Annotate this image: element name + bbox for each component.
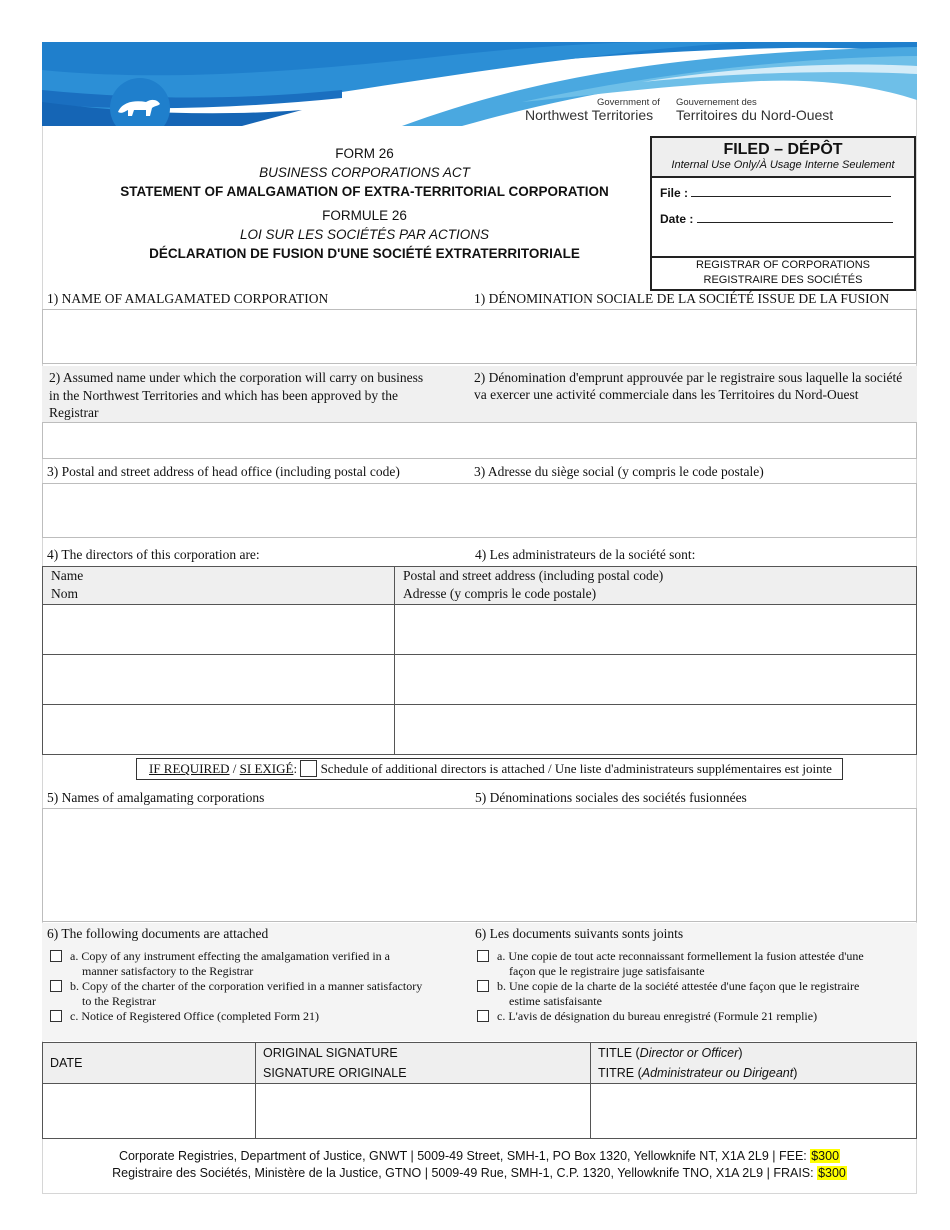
section-1-label-en: 1) NAME OF AMALGAMATED CORPORATION xyxy=(47,291,329,306)
signature-date-field[interactable] xyxy=(43,1084,256,1139)
gov-fr-name: Territoires du Nord-Ouest xyxy=(676,107,834,123)
document-b-fr-checkbox[interactable] xyxy=(477,980,489,992)
signature-table-header xyxy=(43,1043,917,1084)
act-name-en: BUSINESS CORPORATIONS ACT xyxy=(259,165,470,180)
filed-date-line xyxy=(660,212,893,226)
filed-date-field xyxy=(697,212,893,223)
act-name-fr: LOI SUR LES SOCIÉTÉS PAR ACTIONS xyxy=(239,227,490,242)
additional-directors-checkbox[interactable] xyxy=(300,760,317,777)
section-3-label-fr: 3) Adresse du siège social (y compris le code postale) xyxy=(474,464,764,479)
signature-header-en: ORIGINAL SIGNATURE xyxy=(263,1046,398,1060)
title-fr-prefix: TITRE ( xyxy=(598,1066,642,1080)
title-column-header xyxy=(591,1043,917,1084)
gov-fr-small: Gouvernement des xyxy=(676,97,757,108)
fee-amount-fr: $300 xyxy=(818,1166,846,1180)
section-3-label-en: 3) Postal and street address of head office (including postal code) xyxy=(47,464,400,479)
title-en-prefix: TITLE ( xyxy=(598,1046,640,1060)
director-address-field[interactable] xyxy=(395,655,917,705)
signature-header-fr: SIGNATURE ORIGINALE xyxy=(263,1066,407,1080)
document-b-en-text-cont: to the Registrar xyxy=(82,994,156,1008)
document-b-en-text: b. Copy of the charter of the corporation verified in a manner satisfactory xyxy=(70,979,423,993)
director-name-field[interactable] xyxy=(43,655,395,705)
original-signature-field[interactable] xyxy=(256,1084,591,1139)
name-column-header xyxy=(43,567,395,605)
date-column-header: DATE xyxy=(43,1043,256,1084)
document-c-fr-checkbox[interactable] xyxy=(477,1010,489,1022)
section-1-label-fr: 1) DÉNOMINATION SOCIALE DE LA SOCIÉTÉ ISSUE DE LA FUSION xyxy=(474,291,890,306)
section-5-label-en: 5) Names of amalgamating corporations xyxy=(47,790,265,805)
registrar-label xyxy=(652,256,914,289)
document-c-en-text: c. Notice of Registered Office (completed Form 21) xyxy=(70,1009,320,1023)
amalgamating-corporations-field[interactable] xyxy=(42,808,917,922)
address-column-header xyxy=(395,567,917,605)
section-6-label-en: 6) The following documents are attached xyxy=(47,926,269,941)
directors-table xyxy=(42,566,917,755)
title-fr-roles: Administrateur ou Dirigeant xyxy=(641,1066,794,1080)
section-4-label-fr: 4) Les administrateurs de la société sont: xyxy=(475,547,696,562)
additional-directors-text: Schedule of additional directors is attached / Une liste d'administrateurs supplémentaires est jointe xyxy=(320,761,832,776)
director-address-field[interactable] xyxy=(395,605,917,655)
title-header-en xyxy=(598,1043,916,1063)
file-number-line xyxy=(660,186,891,200)
fee-amount-en: $300 xyxy=(811,1149,840,1163)
file-label: File : xyxy=(660,186,689,200)
director-row xyxy=(43,605,917,655)
signature-column-header xyxy=(256,1043,591,1084)
document-b-fr-text-cont: estime satisfaisante xyxy=(509,994,602,1008)
if-required-colon: : xyxy=(293,761,298,776)
title-fr-suffix: ) xyxy=(793,1066,798,1080)
signer-title-field[interactable] xyxy=(591,1084,917,1139)
title-header-fr xyxy=(598,1063,916,1083)
document-c-fr-text: c. L'avis de désignation du bureau enregistré (Formule 21 remplie) xyxy=(497,1009,818,1023)
footer-address-fr: Registraire des Sociétés, Ministère de la Justice, GTNO | 5009-49 Rue, SMH-1, C.P. 1320, Yellowknife TNO, X1A 2L9 | FRAIS: xyxy=(112,1166,818,1180)
form-number-fr: FORMULE 26 xyxy=(322,208,407,223)
date-label: Date : xyxy=(660,212,694,226)
registrar-en: REGISTRAR OF CORPORATIONS xyxy=(696,259,870,271)
section-6-label-fr: 6) Les documents suivants sonts joints xyxy=(475,926,684,941)
statement-title-fr: DÉCLARATION DE FUSION D'UNE SOCIÉTÉ EXTRATERRITORIALE xyxy=(149,246,580,261)
document-a-fr-text-cont: façon que le registraire juge satisfaisante xyxy=(509,964,705,978)
directors-table-header xyxy=(43,567,917,605)
filed-header xyxy=(652,138,914,178)
document-a-en-text: a. Copy of any instrument effecting the amalgamation verified in a xyxy=(70,949,391,963)
assumed-name-field[interactable] xyxy=(42,422,917,459)
document-a-fr-text: a. Une copie de tout acte reconnaissant formellement la fusion attestée d'une xyxy=(497,949,864,963)
section-5-label-fr: 5) Dénominations sociales des sociétés fusionnées xyxy=(475,790,747,805)
signature-table xyxy=(42,1042,917,1139)
director-row xyxy=(43,655,917,705)
document-b-fr-text: b. Une copie de la charte de la société attestée d'une façon que le registraire xyxy=(497,979,860,993)
amalgamated-name-field[interactable] xyxy=(42,309,917,364)
footer-address-en: Corporate Registries, Department of Justice, GNWT | 5009-49 Street, SMH-1, PO Box 1320, Yellowknife NT, X1A 2L9 | FEE: xyxy=(118,1149,811,1163)
if-required-fr: SI EXIGÉ xyxy=(239,761,294,776)
filed-subtitle: Internal Use Only/À Usage Interne Seulement xyxy=(671,159,895,171)
statement-title-en: STATEMENT OF AMALGAMATION OF EXTRA-TERRITORIAL CORPORATION xyxy=(120,184,609,199)
section-4-label-en: 4) The directors of this corporation are: xyxy=(47,547,260,562)
section-2-label-en: 2) Assumed name under which the corporation will carry on business in the Northwest Territories and which has been approved by the Registrar xyxy=(49,370,424,420)
if-required-separator: / xyxy=(229,761,240,776)
director-name-field[interactable] xyxy=(43,705,395,755)
gov-en-name: Northwest Territories xyxy=(525,107,654,123)
title-en-suffix: ) xyxy=(738,1046,743,1060)
document-a-fr-checkbox[interactable] xyxy=(477,950,489,962)
if-required-en: IF REQUIRED xyxy=(149,761,230,776)
director-name-field[interactable] xyxy=(43,605,395,655)
registrar-fr: REGISTRAIRE DES SOCIÉTÉS xyxy=(703,274,863,286)
file-number-field xyxy=(691,186,891,197)
director-address-field[interactable] xyxy=(395,705,917,755)
document-a-en-checkbox[interactable] xyxy=(50,950,62,962)
footer-line-en xyxy=(42,1149,917,1163)
address-header-en: Postal and street address (including postal code) xyxy=(403,568,664,583)
form-number-en: FORM 26 xyxy=(335,146,394,161)
director-row xyxy=(43,705,917,755)
document-c-en-checkbox[interactable] xyxy=(50,1010,62,1022)
if-required-box xyxy=(136,758,843,780)
name-header-en: Name xyxy=(51,568,84,583)
document-b-en-checkbox[interactable] xyxy=(50,980,62,992)
signature-table-row xyxy=(43,1084,917,1139)
document-a-en-text-cont: manner satisfactory to the Registrar xyxy=(82,964,254,978)
filed-box xyxy=(650,136,916,291)
address-header-fr: Adresse (y compris le code postale) xyxy=(403,586,597,601)
head-office-address-field[interactable] xyxy=(42,483,917,538)
filed-title: FILED – DÉPÔT xyxy=(723,141,843,158)
gov-en-small: Government of xyxy=(597,97,660,108)
title-en-roles: Director or Officer xyxy=(639,1046,739,1060)
section-2-label-fr: 2) Dénomination d'emprunt approuvée par le registraire sous laquelle la société va exercer une activité commerciale dans les Territoires du Nord-Ouest xyxy=(474,370,903,402)
footer-line-fr xyxy=(42,1166,917,1180)
name-header-fr: Nom xyxy=(51,586,78,601)
